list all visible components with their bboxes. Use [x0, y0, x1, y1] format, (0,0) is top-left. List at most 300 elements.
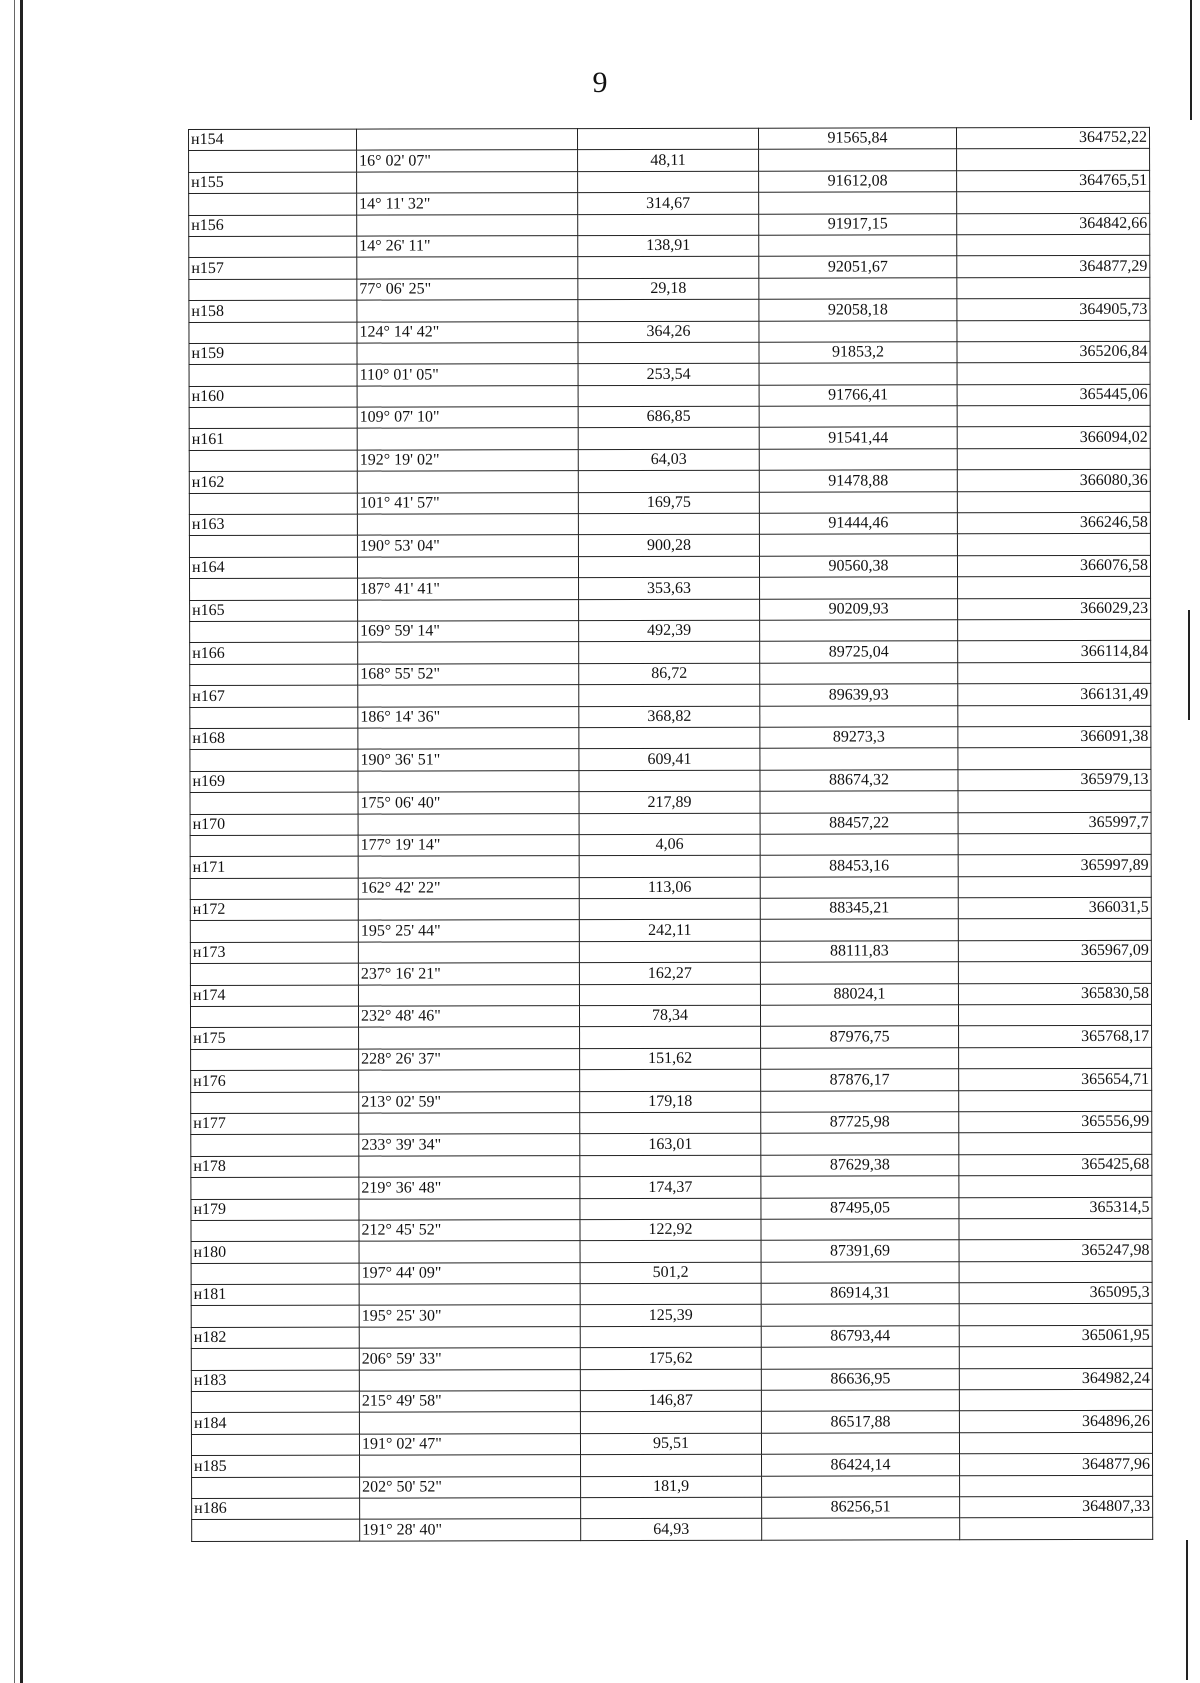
empty-cell: [959, 1090, 1152, 1112]
y-coordinate: 364842,66: [957, 213, 1150, 235]
empty-cell: [579, 898, 760, 920]
empty-cell: [760, 919, 958, 941]
empty-cell: [579, 642, 760, 664]
y-coordinate: 366094,02: [957, 427, 1150, 449]
empty-cell: [359, 1027, 580, 1049]
empty-cell: [957, 363, 1150, 385]
y-coordinate: 365247,98: [959, 1240, 1152, 1262]
page-number: 9: [592, 66, 608, 99]
point-name: н173: [190, 942, 358, 964]
segment-length: 138,91: [578, 235, 759, 257]
direction-angle: 195° 25' 30": [359, 1305, 580, 1327]
y-coordinate: 364807,33: [960, 1496, 1153, 1518]
empty-cell: [760, 663, 958, 685]
empty-cell: [359, 1284, 580, 1306]
point-name: н172: [190, 899, 358, 921]
empty-cell: [958, 919, 1151, 941]
direction-angle: 162° 42' 22": [358, 877, 579, 899]
segment-row: [192, 1475, 1153, 1499]
empty-cell: [958, 577, 1151, 599]
scan-edge: [14, 0, 15, 1683]
point-row: [190, 641, 1151, 665]
direction-angle: 232° 48' 46": [358, 1006, 579, 1028]
segment-row: [189, 448, 1150, 472]
segment-length: 95,51: [580, 1433, 761, 1455]
empty-cell: [357, 129, 578, 151]
empty-cell: [358, 899, 579, 921]
empty-cell: [579, 770, 760, 792]
empty-cell: [959, 1133, 1152, 1155]
x-coordinate: 91612,08: [759, 171, 957, 193]
empty-cell: [959, 1218, 1152, 1240]
x-coordinate: 90560,38: [759, 556, 957, 578]
empty-cell: [958, 748, 1151, 770]
empty-cell: [761, 1304, 959, 1326]
segment-length: 353,63: [579, 577, 760, 599]
point-row: [191, 1240, 1152, 1264]
empty-cell: [578, 214, 759, 236]
empty-cell: [579, 727, 760, 749]
empty-cell: [578, 299, 759, 321]
empty-cell: [579, 684, 760, 706]
empty-cell: [580, 1326, 761, 1348]
empty-cell: [578, 128, 759, 150]
point-row: [189, 213, 1150, 237]
y-coordinate: 365997,7: [958, 812, 1151, 834]
empty-cell: [761, 1219, 959, 1241]
empty-cell: [760, 1005, 958, 1027]
empty-cell: [579, 813, 760, 835]
segment-length: 609,41: [579, 749, 760, 771]
point-row: [191, 1411, 1152, 1435]
empty-cell: [190, 1006, 358, 1028]
segment-row: [189, 405, 1150, 429]
y-coordinate: 365979,13: [958, 769, 1151, 791]
segment-length: 368,82: [579, 706, 760, 728]
empty-cell: [189, 536, 357, 558]
coordinates-table: [188, 127, 1153, 1542]
empty-cell: [957, 149, 1150, 171]
empty-cell: [579, 855, 760, 877]
direction-angle: 212° 45' 52": [359, 1220, 580, 1242]
x-coordinate: 87629,38: [761, 1155, 959, 1177]
empty-cell: [759, 149, 957, 171]
segment-row: [191, 1347, 1152, 1371]
empty-cell: [759, 277, 957, 299]
empty-cell: [190, 707, 358, 729]
empty-cell: [761, 1133, 959, 1155]
segment-length: 217,89: [579, 791, 760, 813]
point-row: [190, 683, 1151, 707]
empty-cell: [580, 1155, 761, 1177]
point-name: н155: [189, 172, 357, 194]
empty-cell: [359, 1326, 580, 1348]
segment-row: [191, 1432, 1152, 1456]
y-coordinate: 365556,99: [959, 1111, 1152, 1133]
empty-cell: [580, 1412, 761, 1434]
y-coordinate: 365314,5: [959, 1197, 1152, 1219]
y-coordinate: 365967,09: [958, 940, 1151, 962]
empty-cell: [760, 620, 958, 642]
point-name: н167: [190, 685, 358, 707]
segment-row: [191, 1047, 1152, 1071]
empty-cell: [189, 450, 357, 472]
empty-cell: [957, 405, 1150, 427]
empty-cell: [359, 1369, 580, 1391]
point-row: [192, 1454, 1153, 1478]
segment-length: 146,87: [580, 1390, 761, 1412]
empty-cell: [578, 257, 759, 279]
empty-cell: [191, 1177, 359, 1199]
point-row: [190, 897, 1151, 921]
direction-angle: 219° 36' 48": [359, 1177, 580, 1199]
direction-angle: 197° 44' 09": [359, 1262, 580, 1284]
point-name: н185: [192, 1455, 360, 1477]
point-row: [189, 470, 1150, 494]
empty-cell: [191, 1220, 359, 1242]
point-name: н166: [190, 642, 358, 664]
empty-cell: [580, 1369, 761, 1391]
segment-row: [189, 363, 1150, 387]
point-row: [190, 598, 1151, 622]
empty-cell: [957, 234, 1150, 256]
segment-length: 151,62: [580, 1048, 761, 1070]
empty-cell: [957, 191, 1150, 213]
point-row: [190, 726, 1151, 750]
point-row: [189, 256, 1150, 280]
point-name: н176: [191, 1070, 359, 1092]
segment-length: 492,39: [579, 620, 760, 642]
direction-angle: 228° 26' 37": [359, 1048, 580, 1070]
empty-cell: [580, 1198, 761, 1220]
empty-cell: [759, 534, 957, 556]
x-coordinate: 88345,21: [760, 898, 958, 920]
x-coordinate: 87976,75: [761, 1026, 959, 1048]
segment-row: [189, 234, 1150, 258]
segment-row: [189, 491, 1150, 515]
direction-angle: 202° 50' 52": [360, 1476, 581, 1498]
x-coordinate: 91478,88: [759, 470, 957, 492]
segment-length: 113,06: [579, 877, 760, 899]
empty-cell: [190, 749, 358, 771]
empty-cell: [190, 578, 358, 600]
point-name: н170: [190, 814, 358, 836]
y-coordinate: 365061,95: [959, 1325, 1152, 1347]
point-row: [191, 1111, 1152, 1135]
x-coordinate: 86636,95: [761, 1368, 959, 1390]
y-coordinate: 366031,5: [958, 897, 1151, 919]
empty-cell: [190, 792, 358, 814]
direction-angle: 77° 06' 25": [357, 278, 578, 300]
point-row: [190, 940, 1151, 964]
empty-cell: [578, 342, 759, 364]
y-coordinate: 364752,22: [956, 127, 1149, 149]
x-coordinate: 87725,98: [761, 1112, 959, 1134]
point-name: н175: [191, 1028, 359, 1050]
segment-row: [189, 277, 1150, 301]
empty-cell: [359, 1198, 580, 1220]
empty-cell: [189, 493, 357, 515]
point-name: н182: [191, 1327, 359, 1349]
empty-cell: [957, 277, 1150, 299]
point-name: н171: [190, 856, 358, 878]
empty-cell: [958, 705, 1151, 727]
point-row: [189, 127, 1150, 151]
empty-cell: [190, 664, 358, 686]
direction-angle: 215° 49' 58": [359, 1391, 580, 1413]
direction-angle: 14° 11' 32": [357, 193, 578, 215]
y-coordinate: 365206,84: [957, 341, 1150, 363]
empty-cell: [580, 1112, 761, 1134]
empty-cell: [960, 1475, 1153, 1497]
point-name: н169: [190, 771, 358, 793]
empty-cell: [761, 1390, 959, 1412]
segment-row: [189, 534, 1150, 558]
point-name: н162: [189, 471, 357, 493]
y-coordinate: 364877,96: [960, 1454, 1153, 1476]
point-name: н178: [191, 1156, 359, 1178]
empty-cell: [360, 1498, 581, 1520]
point-row: [191, 1325, 1152, 1349]
segment-row: [189, 191, 1150, 215]
empty-cell: [359, 1241, 580, 1263]
y-coordinate: 365768,17: [959, 1026, 1152, 1048]
empty-cell: [578, 513, 759, 535]
point-row: [192, 1496, 1153, 1520]
empty-cell: [191, 1134, 359, 1156]
x-coordinate: 90209,93: [760, 598, 958, 620]
empty-cell: [357, 214, 578, 236]
direction-angle: 192° 19' 02": [357, 449, 578, 471]
empty-cell: [579, 599, 760, 621]
empty-cell: [958, 962, 1151, 984]
empty-cell: [960, 1518, 1153, 1540]
point-row: [190, 812, 1151, 836]
x-coordinate: 88457,22: [760, 812, 958, 834]
point-name: н154: [189, 129, 357, 151]
segment-row: [192, 1518, 1153, 1542]
point-name: н180: [191, 1241, 359, 1263]
empty-cell: [761, 1433, 959, 1455]
y-coordinate: 366114,84: [958, 641, 1151, 663]
empty-cell: [357, 385, 578, 407]
direction-angle: 190° 53' 04": [357, 535, 578, 557]
point-name: н165: [190, 600, 358, 622]
segment-row: [190, 790, 1151, 814]
segment-row: [190, 962, 1151, 986]
empty-cell: [189, 151, 357, 173]
segment-length: 900,28: [578, 535, 759, 557]
point-name: н161: [189, 429, 357, 451]
segment-length: 179,18: [580, 1091, 761, 1113]
direction-angle: 233° 39' 34": [359, 1134, 580, 1156]
x-coordinate: 91853,2: [759, 342, 957, 364]
empty-cell: [358, 813, 579, 835]
empty-cell: [761, 1176, 959, 1198]
empty-cell: [580, 1241, 761, 1263]
empty-cell: [957, 320, 1150, 342]
empty-cell: [358, 642, 579, 664]
x-coordinate: 89639,93: [760, 684, 958, 706]
direction-angle: 177° 19' 14": [358, 835, 579, 857]
empty-cell: [580, 1283, 761, 1305]
x-coordinate: 91917,15: [759, 213, 957, 235]
point-name: н177: [191, 1113, 359, 1135]
direction-angle: 169° 59' 14": [358, 621, 579, 643]
empty-cell: [189, 407, 357, 429]
point-row: [190, 855, 1151, 879]
y-coordinate: 364896,26: [959, 1411, 1152, 1433]
segment-length: 169,75: [578, 492, 759, 514]
segment-row: [190, 919, 1151, 943]
x-coordinate: 86914,31: [761, 1283, 959, 1305]
empty-cell: [358, 770, 579, 792]
empty-cell: [958, 619, 1151, 641]
empty-cell: [189, 279, 357, 301]
empty-cell: [578, 470, 759, 492]
empty-cell: [191, 1306, 359, 1328]
empty-cell: [189, 236, 357, 258]
empty-cell: [761, 1090, 959, 1112]
x-coordinate: 89273,3: [760, 727, 958, 749]
segment-length: 253,54: [578, 364, 759, 386]
empty-cell: [189, 193, 357, 215]
x-coordinate: 86517,88: [761, 1411, 959, 1433]
x-coordinate: 87495,05: [761, 1197, 959, 1219]
segment-row: [191, 1133, 1152, 1157]
empty-cell: [191, 1263, 359, 1285]
empty-cell: [359, 1412, 580, 1434]
segment-length: 64,93: [581, 1519, 762, 1541]
empty-cell: [762, 1475, 960, 1497]
x-coordinate: 92058,18: [759, 299, 957, 321]
direction-angle: 109° 07' 10": [357, 407, 578, 429]
empty-cell: [959, 1261, 1152, 1283]
segment-row: [190, 705, 1151, 729]
empty-cell: [192, 1477, 360, 1499]
empty-cell: [359, 1155, 580, 1177]
segment-row: [190, 1004, 1151, 1028]
empty-cell: [959, 1432, 1152, 1454]
segment-row: [190, 748, 1151, 772]
x-coordinate: 88453,16: [760, 855, 958, 877]
direction-angle: 191° 02' 47": [359, 1433, 580, 1455]
segment-length: 314,67: [578, 192, 759, 214]
empty-cell: [358, 856, 579, 878]
point-name: н186: [192, 1498, 360, 1520]
point-row: [191, 1368, 1152, 1392]
segment-row: [191, 1218, 1152, 1242]
point-name: н168: [190, 728, 358, 750]
empty-cell: [761, 1347, 959, 1369]
point-name: н164: [189, 557, 357, 579]
empty-cell: [759, 449, 957, 471]
segment-length: 4,06: [579, 834, 760, 856]
empty-cell: [959, 1389, 1152, 1411]
segment-row: [191, 1090, 1152, 1114]
y-coordinate: 364982,24: [959, 1368, 1152, 1390]
direction-angle: 187° 41' 41": [358, 578, 579, 600]
y-coordinate: 366080,36: [957, 470, 1150, 492]
empty-cell: [759, 320, 957, 342]
empty-cell: [957, 448, 1150, 470]
empty-cell: [760, 748, 958, 770]
point-name: н163: [189, 514, 357, 536]
x-coordinate: 91766,41: [759, 384, 957, 406]
segment-row: [191, 1261, 1152, 1285]
empty-cell: [959, 1347, 1152, 1369]
empty-cell: [762, 1518, 960, 1540]
direction-angle: 175° 06' 40": [358, 792, 579, 814]
x-coordinate: 87391,69: [761, 1240, 959, 1262]
empty-cell: [958, 833, 1151, 855]
empty-cell: [760, 791, 958, 813]
empty-cell: [760, 876, 958, 898]
empty-cell: [358, 685, 579, 707]
empty-cell: [358, 941, 579, 963]
segment-row: [190, 833, 1151, 857]
point-row: [191, 1154, 1152, 1178]
segment-length: 48,11: [578, 150, 759, 172]
segment-row: [191, 1389, 1152, 1413]
empty-cell: [959, 1304, 1152, 1326]
y-coordinate: 366091,38: [958, 726, 1151, 748]
point-row: [191, 1282, 1152, 1306]
y-coordinate: 365425,68: [959, 1154, 1152, 1176]
empty-cell: [957, 534, 1150, 556]
segment-row: [189, 320, 1150, 344]
point-row: [189, 298, 1150, 322]
empty-cell: [958, 1004, 1151, 1026]
empty-cell: [190, 621, 358, 643]
empty-cell: [357, 514, 578, 536]
segment-length: 181,9: [581, 1476, 762, 1498]
point-name: н183: [191, 1370, 359, 1392]
segment-row: [190, 577, 1151, 601]
scan-edge: [1186, 1540, 1188, 1680]
empty-cell: [358, 984, 579, 1006]
empty-cell: [761, 1048, 959, 1070]
empty-cell: [357, 428, 578, 450]
direction-angle: 186° 14' 36": [358, 706, 579, 728]
segment-length: 174,37: [580, 1176, 761, 1198]
point-name: н156: [189, 215, 357, 237]
segment-row: [190, 876, 1151, 900]
empty-cell: [189, 322, 357, 344]
empty-cell: [578, 556, 759, 578]
y-coordinate: 366131,49: [958, 683, 1151, 705]
point-row: [190, 983, 1151, 1007]
y-coordinate: 364765,51: [957, 170, 1150, 192]
scan-edge: [1188, 610, 1190, 720]
empty-cell: [189, 364, 357, 386]
point-name: н157: [189, 257, 357, 279]
point-row: [189, 341, 1150, 365]
empty-cell: [759, 192, 957, 214]
point-name: н160: [189, 386, 357, 408]
x-coordinate: 91541,44: [759, 427, 957, 449]
empty-cell: [579, 984, 760, 1006]
segment-row: [191, 1304, 1152, 1328]
x-coordinate: 89725,04: [760, 641, 958, 663]
segment-row: [189, 149, 1150, 173]
empty-cell: [191, 1391, 359, 1413]
empty-cell: [761, 1261, 959, 1283]
direction-angle: 190° 36' 51": [358, 749, 579, 771]
point-row: [189, 555, 1150, 579]
direction-angle: 237° 16' 21": [358, 963, 579, 985]
point-row: [191, 1069, 1152, 1093]
